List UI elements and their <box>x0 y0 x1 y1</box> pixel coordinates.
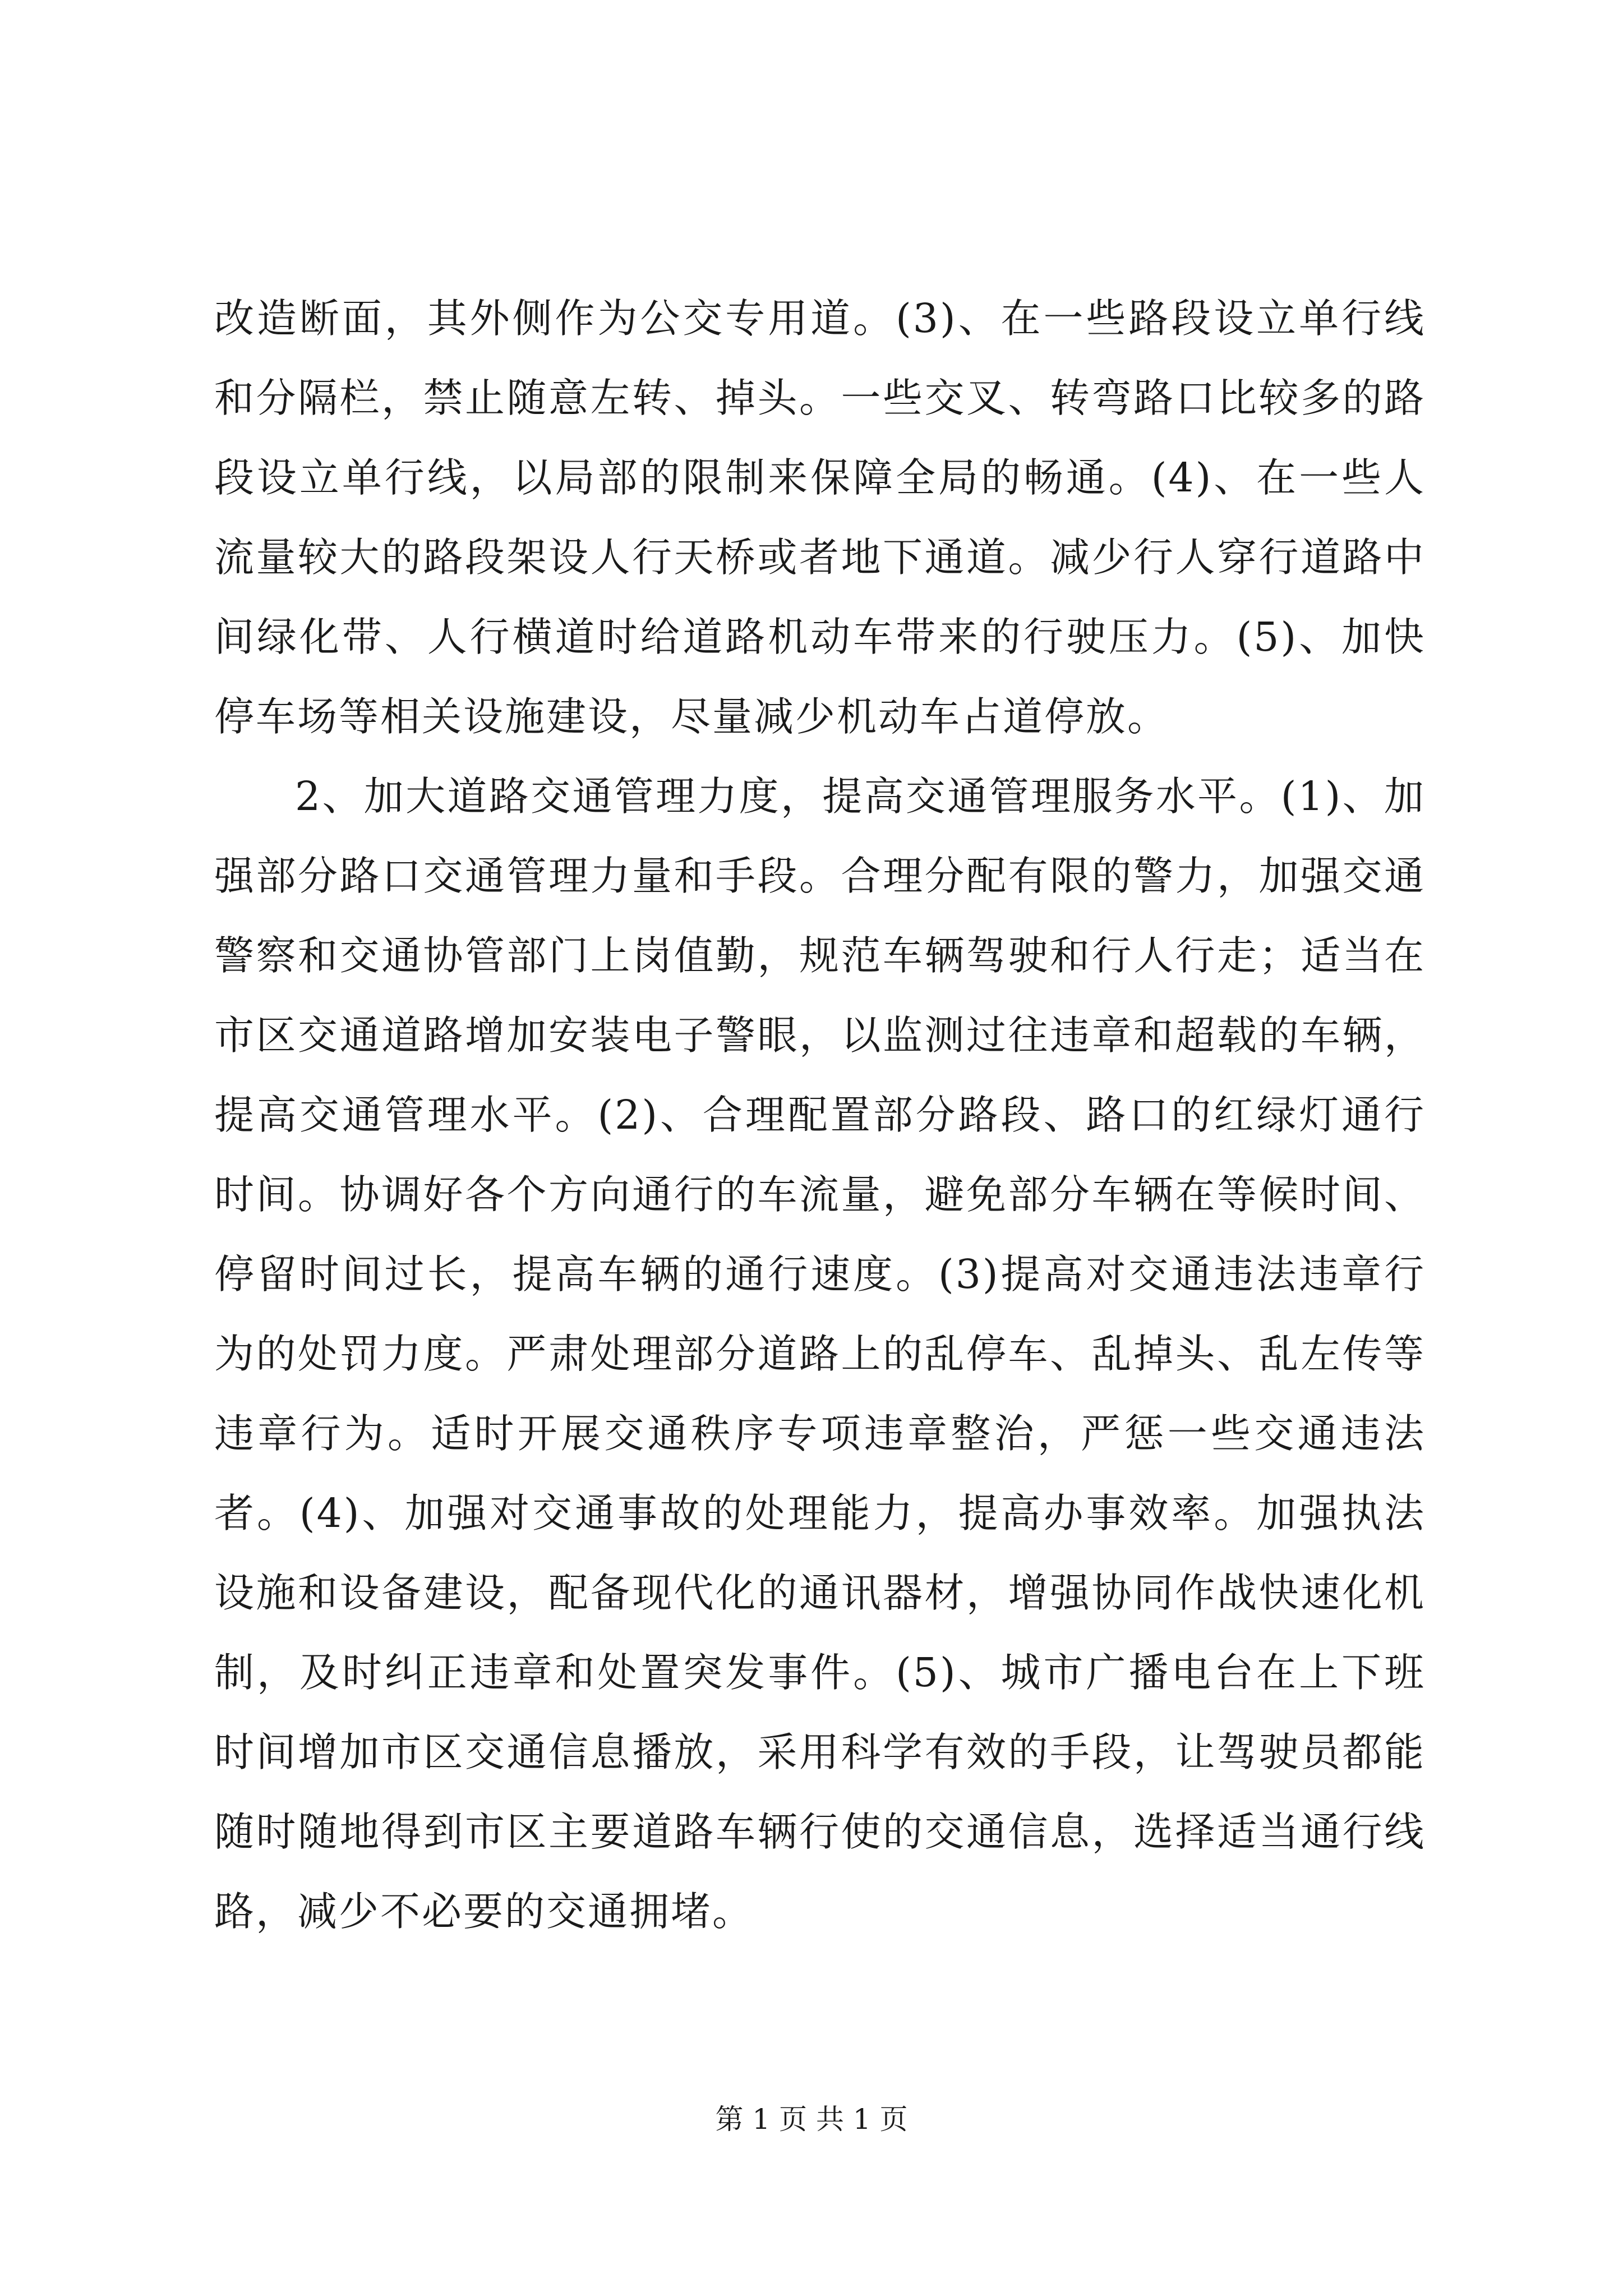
paragraph-continued: 改造断面，其外侧作为公交专用道。(3)、在一些路段设立单行线和分隔栏，禁止随意左转、掉头。一些交叉、转弯路口比较多的路段设立单行线，以局部的限制来保障全局的畅通。(4)、在一些人流量较大的路段架设人行天桥或者地下通道。减少行人穿行道路中间绿化带、人行横道时给道路机动车带来的行驶压力。(5)、加快停车场等相关设施建设，尽量减少机动车占道停放。 <box>214 295 1426 740</box>
paragraph-traffic-management: 2、加大道路交通管理力度，提高交通管理服务水平。(1)、加强部分路口交通管理力量和手段。合理分配有限的警力，加强交通警察和交通协管部门上岗值勤，规范车辆驾驶和行人行走；适当在市区交通道路增加安装电子警眼，以监测过往违章和超载的车辆，提高交通管理水平。(2)、合理配置部分路段、路口的红绿灯通行时间。协调好各个方向通行的车流量，避免部分车辆在等候时间、停留时间过长，提高车辆的通行速度。(3)提高对交通违法违章行为的处罚力度。严肃处理部分道路上的乱停车、乱掉头、乱左传等违章行为。适时开展交通秩序专项违章整治，严惩一些交通违法者。(4)、加强对交通事故的处理能力，提高办事效率。加强执法设施和设备建设，配备现代化的通讯器材，增强协同作战快速化机制，及时纠正违章和处置突发事件。(5)、城市广播电台在上下班时间增加市区交通信息播放，采用科学有效的手段，让驾驶员都能随时随地得到市区主要道路车辆行使的交通信息，选择适当通行线路，减少不必要的交通拥堵。 <box>214 773 1426 1935</box>
page-footer: 第 1 页 共 1 页 <box>715 2103 908 2136</box>
document-body <box>214 279 1426 1952</box>
